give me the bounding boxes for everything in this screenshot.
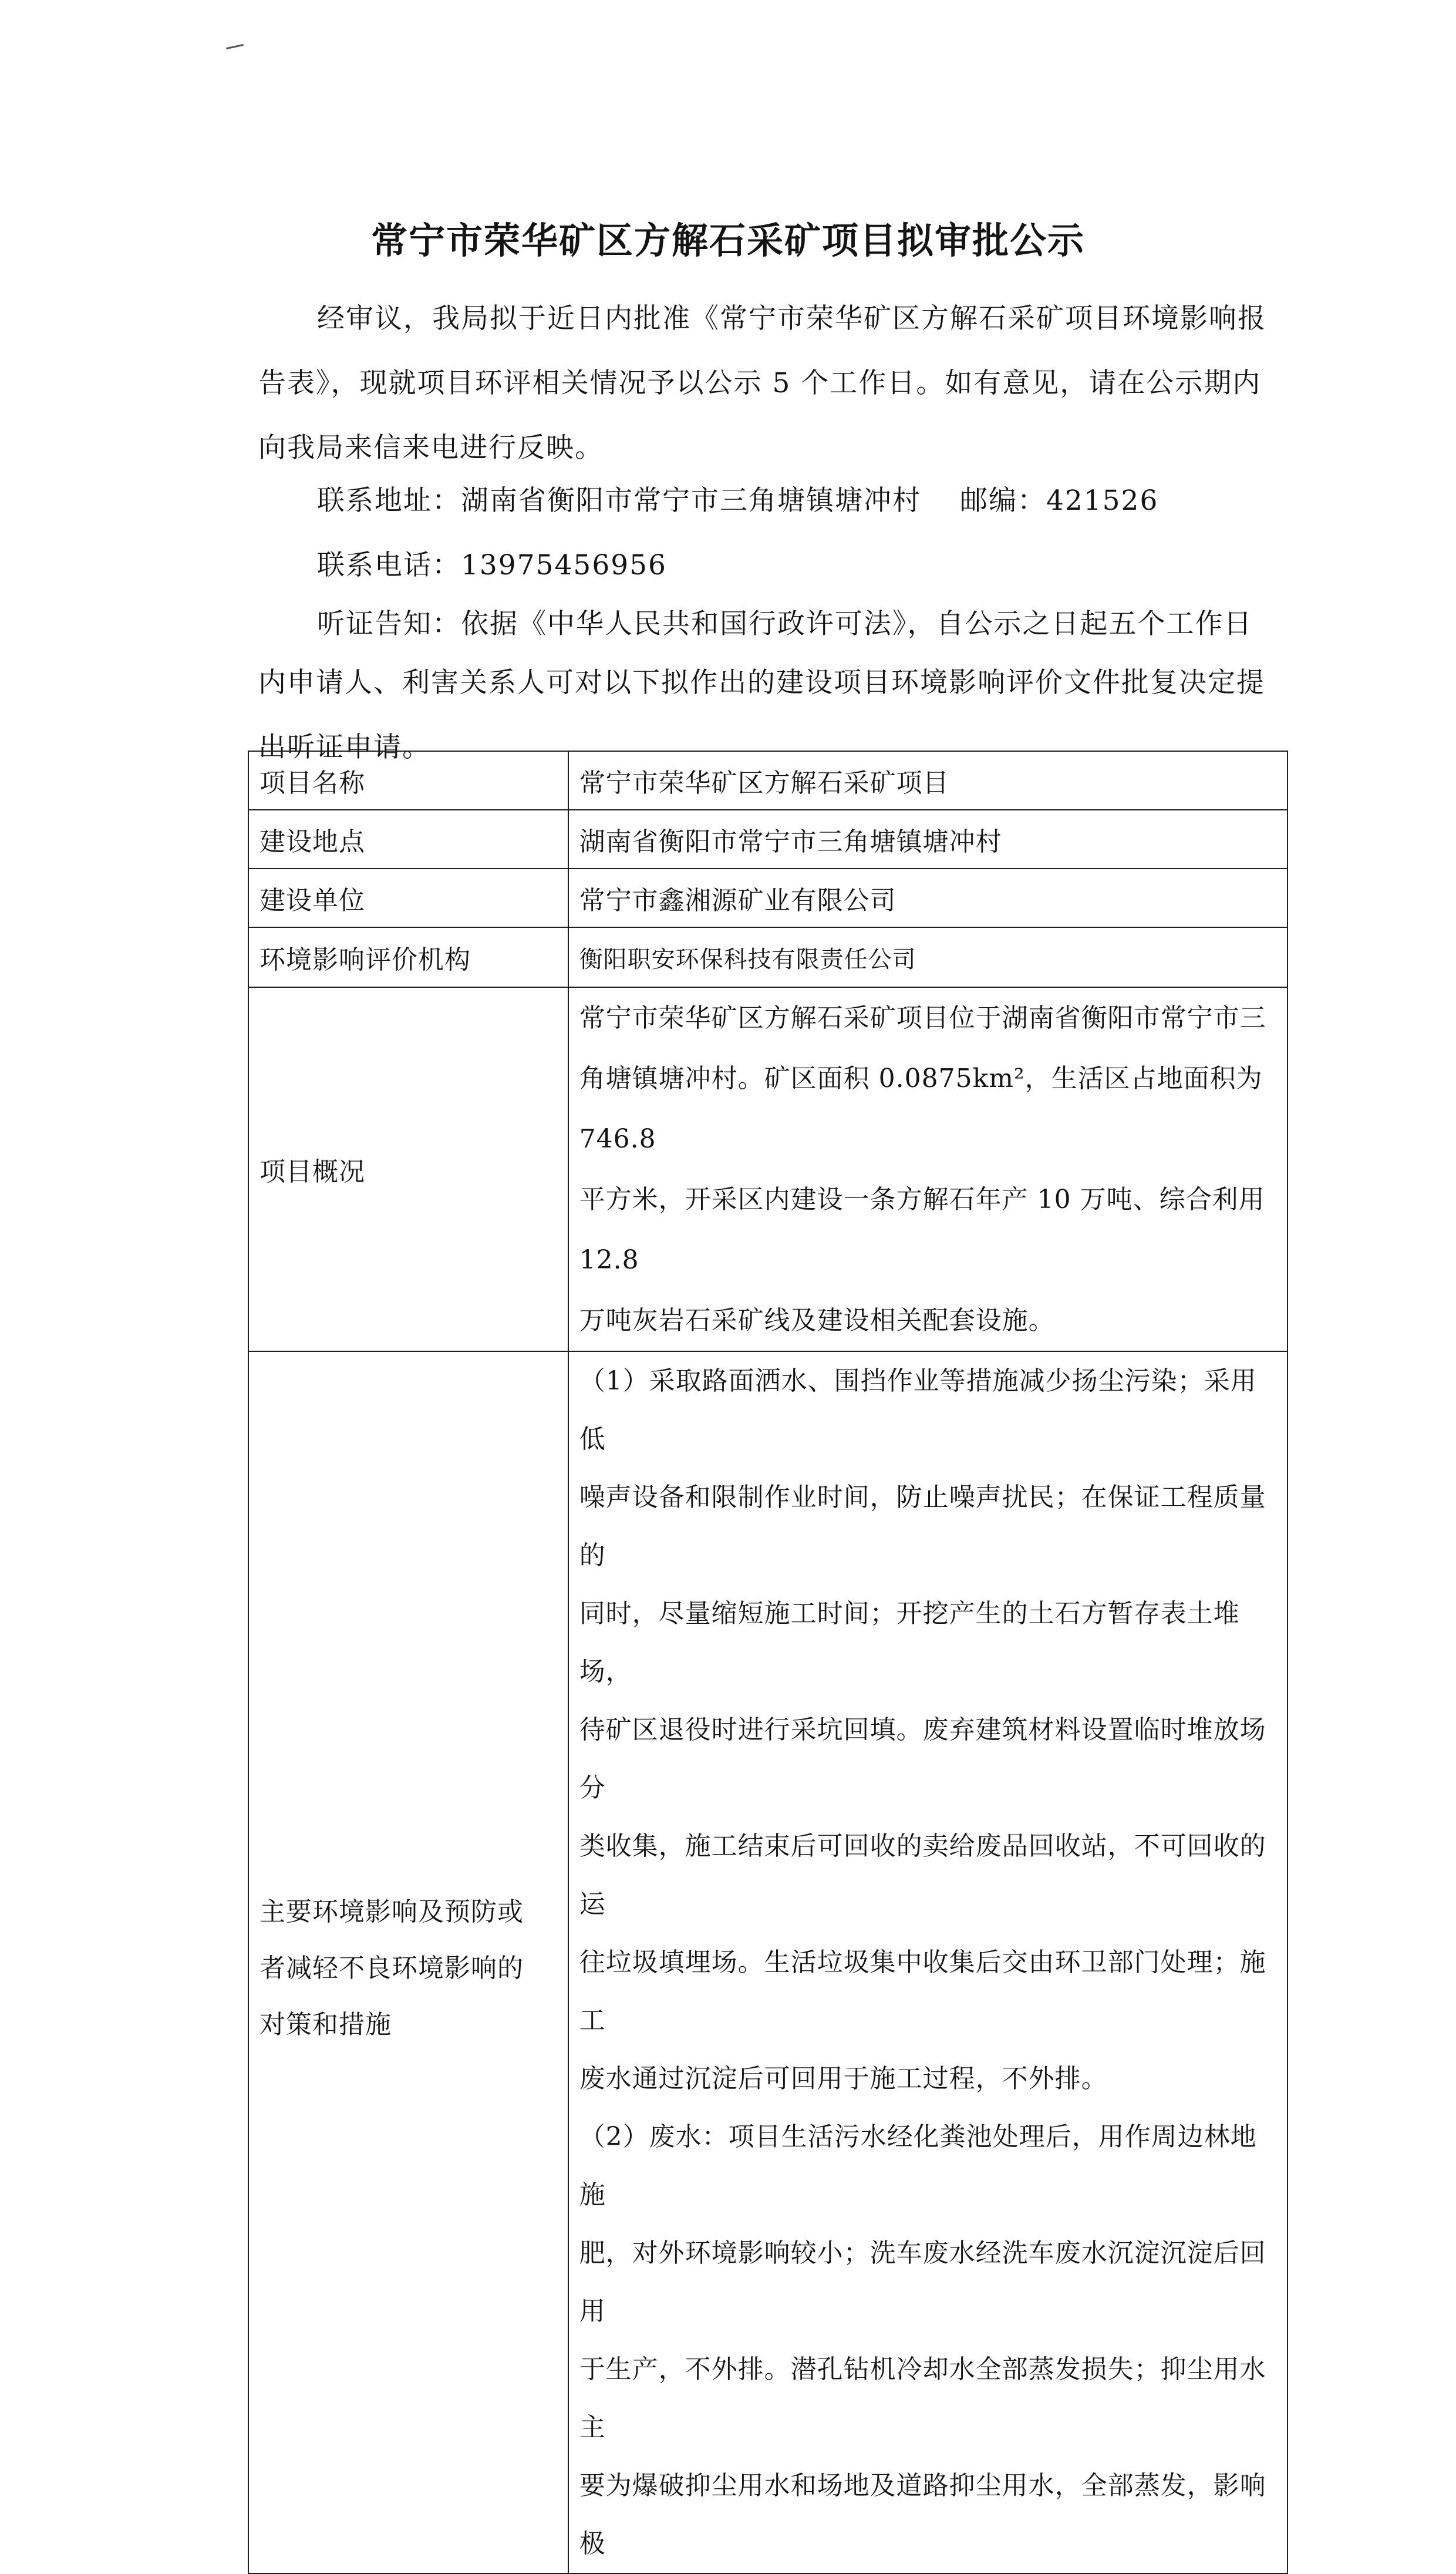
table-row (248, 751, 1288, 810)
measures-line: 肥，对外环境影响较小；洗车废水经洗车废水沉淀沉淀后回用 (579, 2238, 1266, 2326)
scan-mark (226, 44, 244, 49)
contact-phone: 联系电话：13975456956 (317, 549, 667, 581)
measures-label-line: 主要环境影响及预防或 (259, 1896, 524, 1927)
project-info-table (248, 751, 1288, 2574)
measures-label-line: 者减轻不良环境影响的 (259, 1953, 524, 1983)
intro-line-2: 告表》，现就项目环评相关情况予以公示 5 个工作日。如有意见，请在公示期内 (258, 367, 1262, 399)
intro-line-1: 经审议，我局拟于近日内批准《常宁市荣华矿区方解石采矿项目环境影响报 (317, 302, 1266, 335)
row-value: 常宁市鑫湘源矿业有限公司 (568, 869, 1288, 927)
table-row (248, 810, 1288, 869)
row-label: 建设地点 (248, 810, 568, 869)
overview-row (248, 987, 1288, 1351)
measures-line: 噪声设备和限制作业时间，防止噪声扰民；在保证工程质量的 (579, 1482, 1266, 1570)
row-label: 建设单位 (248, 869, 568, 927)
overview-line: 角塘镇塘冲村。矿区面积 0.0875km²，生活区占地面积为 746.8 (579, 1064, 1263, 1154)
row-label: 环境影响评价机构 (248, 927, 568, 987)
row-value: 衡阳职安环保科技有限责任公司 (568, 927, 1288, 987)
measures-line: 同时，尽量缩短施工时间；开挖产生的土石方暂存表土堆场， (579, 1599, 1240, 1687)
measures-label (248, 1351, 568, 2573)
overview-line: 平方米，开采区内建设一条方解石年产 10 万吨、综合利用 12.8 (579, 1185, 1265, 1275)
row-label: 项目名称 (248, 751, 568, 810)
page-title: 常宁市荣华矿区方解石采矿项目拟审批公示 (370, 219, 1085, 262)
table-row (248, 869, 1288, 927)
measures-line: 要为爆破抑尘用水和场地及道路抑尘用水，全部蒸发，影响极 (579, 2471, 1266, 2559)
measures-line: 废水通过沉淀后可回用于施工过程，不外排。 (579, 2064, 1108, 2094)
measures-line: 类收集，施工结束后可回收的卖给废品回收站，不可回收的运 (579, 1831, 1266, 1919)
measures-line: 于生产，不外排。潜孔钻机冷却水全部蒸发损失；抑尘用水主 (579, 2354, 1266, 2442)
hearing-line-1: 听证告知：依据《中华人民共和国行政许可法》，自公示之日起五个工作日 (317, 608, 1253, 640)
measures-line: （1）采取路面洒水、围挡作业等措施减少扬尘污染；采用低 (579, 1366, 1257, 1454)
measures-line: 往垃圾填埋场。生活垃圾集中收集后交由环卫部门处理；施工 (579, 1947, 1266, 2035)
overview-label: 项目概况 (248, 987, 568, 1351)
intro-line-3: 向我局来信来电进行反映。 (258, 432, 604, 464)
hearing-line-2: 内申请人、利害关系人可对以下拟作出的建设项目环境影响评价文件批复决定提 (258, 667, 1265, 699)
overview-line: 常宁市荣华矿区方解石采矿项目位于湖南省衡阳市常宁市三 (579, 1003, 1266, 1033)
measures-label-line: 对策和措施 (259, 2009, 392, 2040)
measures-line: （2）废水：项目生活污水经化粪池处理后，用作周边林地施 (579, 2122, 1257, 2210)
table-row (248, 927, 1288, 987)
hearing-line-3: 出听证申请。 (258, 731, 431, 763)
measures-text (568, 1351, 1288, 2573)
overview-text (568, 987, 1288, 1351)
measures-line: 待矿区退役时进行采坑回填。废弃建筑材料设置临时堆放场分 (579, 1715, 1266, 1803)
overview-line: 万吨灰岩石采矿线及建设相关配套设施。 (579, 1305, 1055, 1335)
contact-address: 联系地址：湖南省衡阳市常宁市三角塘镇塘冲村 邮编：421526 (317, 484, 1159, 517)
row-value: 湖南省衡阳市常宁市三角塘镇塘冲村 (568, 810, 1288, 869)
measures-row (248, 1351, 1288, 2573)
row-value: 常宁市荣华矿区方解石采矿项目 (568, 751, 1288, 810)
